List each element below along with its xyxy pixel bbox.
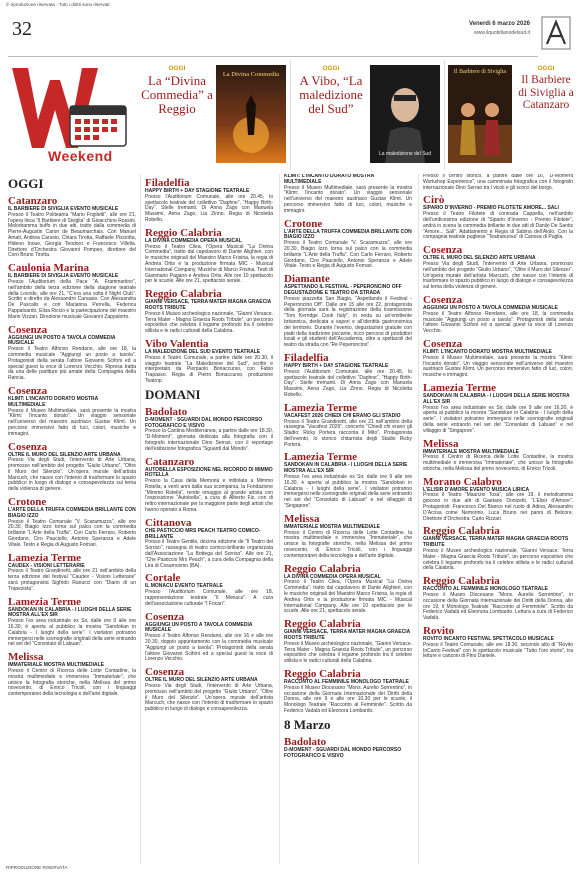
- city-heading: Morano Calabro: [423, 475, 502, 488]
- event-title: OLTRE IL MURO DEL SILENZIO ARTE URBANA: [145, 677, 258, 684]
- city-heading: Cosenza: [8, 323, 48, 336]
- event-description: Presso Via degli Studi, l’intervento di Arte Urbana, promosso nell’ambito del progetto “Giulio Urbano”, “Oltre il Muro del Silenzio”. Un’opera murale dell’artista Marcuch, che nasce con l’intento di trasformare lo spazio pubblico in luogo di dialogo e consapevolezza sul tema della violenza di genere.: [8, 457, 136, 493]
- promo-oggi-label: OGGI: [168, 65, 186, 72]
- event-description: Presso il Teatro Alfonso Rendano, alle ore 18, la commedia musicale “Aggiungi un posto a tavola”. Protagonisti della serata l’attore Giovanni Scifoni ed a special guest la voce di Lorenzo Vecchio. Ripresa tratta da una delle partiture più amate della Compagnia della Rancia.: [8, 346, 136, 382]
- page-number: 32: [12, 18, 32, 40]
- footer-note: RIPRODUZIONE RISERVATA: [6, 865, 68, 870]
- event-description: Presso il Teatro Grandinetti, alle ore 21 nell’ambito della terza edizione del festival “Caudex - Visioni Letterarie” sarà protagonista Sigfrido Ranucci con “Diario di un Trapezista”.: [8, 568, 136, 592]
- event-description: Presso il Museo Multimediale, sarà presente la mostra “Klimt: l’incanto dorato”. Un viaggio sensoriale nell’universo del maestro austriaco Gustav Klimt. Un percorso immersivo fatto di luci, colori, musiche e immagini.: [423, 354, 573, 379]
- city-heading: Vibo Valentia: [145, 337, 209, 350]
- city-heading: Cosenza: [145, 610, 185, 623]
- event-description: Presso l’ex area industriale ex Sir, dalle ore 9 alle ore 16.30, è aperta al pubblico la mostra “Sandokan in Calabria - I luoghi della serie”. I visitatori potranno immergersi nelle scenografie originali della serie entrando nel set del “Consolato di Labuan” e nel villaggio di “Singapore”.: [284, 474, 412, 510]
- promo-divider: [444, 60, 445, 170]
- promo-divina-commedia[interactable]: [140, 61, 288, 169]
- city-heading: Lamezia Terme: [284, 451, 358, 464]
- city-heading: Lamezia Terme: [8, 551, 82, 564]
- site-link[interactable]: www.ilquotidianodelsud.it: [474, 30, 530, 36]
- event-title: RACCONTO AL FEMMINILE MONOLOGO TEATRALE: [423, 586, 548, 593]
- event-description: Presso il Centro di Ricerca delle Lotte Contadine, la mostra multimediale e immersiva “Immateriale”, che unisce la fotografia storiche, nella Melissa del primo novecento, di Enrico Tricoli, con i linguaggi contemporanei della tecnologia e dell’arte digitale.: [8, 668, 136, 698]
- city-heading: Reggio Calabria: [423, 575, 500, 588]
- event-description: Presso Via degli Studi, l’intervento di Arte Urbana, promosso nell’ambito del progetto “Giulio Urbano”, “Oltre il Muro del Silenzio”. Un’opera murale dell’artista Marcuch, che nasce con l’intento di trasformare lo spazio pubblico in luogo di dialogo e consapevolezza.: [145, 683, 273, 713]
- event-description: Presso il Centro di Ricerca delle Lotte Contadine, la mostra multimediale e immersiva “Immateriale”, che unisce la fotografie storiche, nella Melissa del primo novecento, di Enrico Tricoli.: [423, 454, 573, 472]
- event-title: AGGIUNGI UN POSTO A TAVOLA COMMEDIA MUSICALE: [145, 621, 253, 634]
- city-heading: Cosenza: [423, 293, 463, 306]
- event-title: GIANNI VERSACE, TERRA MATER MAGNA GRAECIA ROOTS TRIBUTE: [145, 299, 272, 311]
- event-title: AUTOBELLA ESPOSIZIONE NEL RICORDO DI MIMMO ROTELLA: [145, 466, 273, 479]
- event-description: Presso il Centro di Ricerca delle Lotte Contadine, la mostra multimediale e immersiva “Immateriale”, che unisce la fotografie storiche, nella Melissa del primo novecento, di Enrico Tricoli, con i linguaggi contemporanei della tecnologia e dell’arte digitale.: [284, 529, 412, 559]
- city-heading: Badolato: [284, 735, 327, 748]
- event-description: Presso il Museo archeologico nazionale, “Gianni Versace. Terra Mater - Magna Graecia Roots Tribute”, un percorso espositivo che celebra il legame profondo tra il celebre stilista e le radici culturali della Calabria.: [423, 548, 573, 572]
- header-rule: [8, 56, 538, 57]
- event-title: IL BARBIERE DI SIVIGLIA EVENTO MUSICALE: [8, 206, 119, 212]
- promo-image: [216, 65, 286, 163]
- event-description: Presso il Teatro Comunale “V. Scaramuzza”, alle ore 20.30, Biagio Izzo torna sul palco con la commedia brillante “L’Arte della Truffa”. Con Carlo Ferraro, Roberto Giordano, Ciro Pauciello, Antonio Speranza e Adele Vitale. Testo e Regia di Augusto Fornari.: [284, 240, 412, 270]
- promo-image-caption: Il Barbiere di Siviglia: [453, 69, 507, 75]
- day-heading: DOMANI: [145, 386, 201, 402]
- column-divider: [279, 174, 280, 864]
- listings-column-4: [423, 174, 573, 864]
- event-title: ROVITO INCANTO FESTIVAL SPETTACOLO MUSICALE: [423, 636, 554, 643]
- event-title: L’ARTE DELLA TRUFFA COMMEDIA BRILLANTE CON BIAGIO IZZO: [284, 228, 412, 241]
- event-title: L’ELISIR D’AMORE EVENTO MUSICA LIRICA: [423, 486, 530, 493]
- promo-oggi-label: OGGI: [537, 65, 555, 72]
- event-description: Presso la Casa della Memoria e intitolata a Mimmo Rotella, a venti anni dalla sua scomparsa, la Fondazione “Mimmo Rotella”, rende omaggio al grande artista con l’esposizione “Autobella”, a cura di Alberto Fiz, con di rettro internazionale per la maggiore parte degli artisti che hanno operato a Roma.: [145, 478, 273, 514]
- promo-image: [370, 65, 440, 163]
- event-title: KLIMT: L’INCANTO DORATO MOSTRA MULTIMEDIALE: [8, 395, 99, 408]
- city-heading: Cirò: [423, 194, 445, 207]
- listings-column-2: [145, 174, 273, 864]
- event-description: Presso il Teatro Comunale “V. Scaramuzza”, alle ore 20.30, Biagio Izzo torna sul palco con la commedia brillante “L’Arte della Truffa”. Con Carlo Ferraro, Roberto Giordano, Ciro Pauciello, Antonio Speranza e Adele Vitale. Testo e Regia di Augusto Fornari.: [8, 518, 136, 548]
- event-description: Presso il centro storico, a partire dalle ore 16, “D-Moment Workshop Experience”, una camminata fotografica con il fotografo internazionale Dino Serrao tra i vicoli e gli scorci del borgo.: [423, 174, 573, 191]
- newspaper-logo: [541, 16, 571, 50]
- promo-title: Il Barbiere di Siviglia a Catanzaro: [518, 74, 574, 111]
- event-title: HAPPY BIRTH + DAY STAGIONE TEATRALE: [284, 362, 389, 369]
- city-heading: Cosenza: [145, 666, 185, 679]
- event-title: ASPETTANDO IL FESTIVAL - PEPERONCINO OFF DEGUSTAZIONE E TEATRO DA STRADA: [284, 284, 402, 296]
- city-heading: Reggio Calabria: [284, 618, 361, 631]
- event-title: HAPPY BIRTH + DAY STAGIONE TEATRALE: [145, 188, 250, 194]
- event-description: Presso il Teatro Alfonso Rendano, alle ore 18, la commedia musicale “Aggiungi un posto a tavola”. Protagonisti della serata l’attore Giovanni Scifoni ed a special guest la voce di Lorenzo Vecchio.: [423, 310, 573, 335]
- event-description: Presso l’Auditorium Comunale, alle ore 18, rappresentazione teatrale “Il Monacu”. A cura dell’associazione culturale “I Focari”.: [145, 589, 273, 607]
- event-title: LA DIVINA COMMEDIA OPERA MUSICAL: [145, 237, 242, 244]
- event-title: AGGIUNGI UN POSTO A TAVOLA COMMEDIA MUSICALE: [8, 334, 116, 347]
- event-title: KLIMT: L’INCANTO DORATO MOSTRA MULTIMEDIALE: [284, 174, 375, 185]
- city-heading: Catanzaro: [8, 195, 58, 207]
- event-description: Presso il Museo Diocesano “Mons. Aurelio Sorrentino”, in occasione della Giornata Internazionale dei Diritti della Donna, alle ore 19, il Monologo Teatrale “Racconto al Femminile”. Scritto da Federico Vadalà ed Eleonora Lombardo. Lettura a cura di Federico Vadalà.: [423, 592, 573, 622]
- event-description: Presso il Teatro Filotete di contrada Cappella, nell’ambito dell’undicesima edizione di “Sipario d’Inverno - Premio Filotete”, andrà in scena la commedia brillante in due atti di Danilo De Santis “Amore... Sali”. Adattamento e Regia di Sabina dell’Aiolo. Con la compagnia teatrale pugliese “Teatranuova” di Canosa di Puglia.: [423, 211, 573, 241]
- event-title: OLTRE IL MURO DEL SILENZIO ARTE URBANA: [8, 451, 121, 458]
- listings-column-3: [284, 174, 412, 864]
- city-heading: Melissa: [284, 512, 320, 525]
- city-heading: Filadelfia: [145, 177, 190, 189]
- promo-oggi-label: OGGI: [322, 65, 340, 72]
- city-heading: Cosenza: [423, 244, 463, 257]
- city-heading: Reggio Calabria: [423, 525, 500, 538]
- event-title: CHE PASTICCIO MRS PEACH TEATRO COMICO-BRILLANTE: [145, 527, 261, 540]
- city-heading: Melissa: [8, 651, 44, 664]
- event-description: Presso l’Auditorium della Pace “A. Frammartino”, nell’ambito della terza edizione della stagione teatrale della Locride, alle ore 21, “C’era una volta il Night Club”. Scritto e diretto da Alessandro Carvasio. Con Alessandra De Pascalis e con Marianna Perrella, Federica Pappaloardo, Elisa Riccio e la partecipazione del maestro Mario Vizzari. Direzione musicale Giovanni Zappalorto.: [8, 278, 136, 320]
- event-description: Presso la Cantina Mediterranea, a partire dalle ore 18.30, “D-Moment”, giornata dedicata alla fotografia con il fotografo internazionale Dino Serrao, con il reportage dell’esibizione fotografica “Sguardi dal Mondo”.: [145, 428, 273, 452]
- event-title: VACAFEST 2026 CHIEDI CHI ERANO GLI STADIO: [284, 412, 401, 419]
- city-heading: Badolato: [145, 405, 188, 418]
- event-title: IMMATERIALE MOSTRA MULTIMEDIALE: [8, 662, 105, 669]
- city-heading: Lamezia Terme: [8, 595, 82, 608]
- city-heading: Cittanova: [145, 516, 192, 529]
- promo-image-caption: La Divina Commedia: [222, 71, 280, 78]
- event-title: SANDOKAN IN CALABRIA - I LUOGHI DELLA SERIE MOSTRA ALL’EX SIR: [8, 606, 132, 619]
- event-description: Presso l’Auditorium Comunale, alle ore 20.45, lo spettacolo teatrale del collettivo “Daphne”, “Happy Birth-Day”. Stelle tremanti. Di Anna Zago con Manuela Massimi, Anna Zago, Lia Zinno. Regia di Nicoletta Robello.: [284, 368, 412, 398]
- city-heading: Filadelfia: [284, 351, 329, 364]
- brand-text: Weekend: [48, 148, 113, 164]
- event-description: Presso il Teatro “Maurizio Tosa”, alle ore 19, il melodramma giocoso in due atti di Gaetano Donizetti, “L’Elisir d’Amore”. Protagonisti: Francesco Del Bianco nel ruolo di Adina, Alessandro D’Acrisa come Nemorino, Luca Bruno nei panni di Belcore. Direttore d’Orchestra: Carlo Rizzari.: [423, 492, 573, 522]
- event-title: IMMATERIALE MOSTRA MULTIMEDIALE: [284, 523, 381, 530]
- event-title: L’ARTE DELLA TRUFFA COMMEDIA BRILLANTE CON BIAGIO IZZO: [8, 507, 136, 519]
- event-title: D-MOMENT - SGUARDI DAL MONDO PERCORSO FOTOGRAFICO E VISIVO: [284, 746, 402, 759]
- column-divider: [140, 174, 141, 864]
- city-heading: Reggio Calabria: [284, 668, 361, 680]
- event-title: GIANNI VERSACE, TERRA MATER MAGNA GRAECIA ROOTS TRIBUTE: [284, 629, 411, 642]
- column-divider: [418, 174, 419, 864]
- event-title: D-MOMENT - SGUARDI DAL MONDO PERCORSO FOTOGRAFICO E VISIVO: [145, 416, 263, 429]
- event-description: Presso il Museo Diocesano “Mons. Aurelio Sorrentino”, in occasione della Giornata Internazionale dei Diritti della Donna, alle ore 9 e alle ore 10.30 per le scuole, il Monologo Teatrale “Racconto al Femminile”. Scritto da Federico Vadalà ed Eleonora Lombardo.: [284, 684, 412, 714]
- event-description: Presso il Teatro Politeama “Mario Foglietti”, alle ore 21, l’opera lirica “Il Barbiere di Siviglia” di Gioacchino Rossini. Melodramma buffo in due atti, tratto dalla commedia di Pierre-Augustin Caron de Beaumarchais. Con Manuel Amati, Andrea Carusio, Chiara Tirotta, Raffaele Pisciotta, Hideon Inoue, Giorgia Teodoro e Francesco Villella. Direttore d’Orchestra Giovanni Pompeo, direttore del Coro Bruno Tirotta.: [8, 211, 136, 259]
- event-description: Presso il Museo archeologico nazionale, “Gianni Versace. Terra Mater - Magna Graecia Roots Tribute”, un percorso espositivo che celebra il legame profondo tra il celebre stilista e le radici culturali della Calabria.: [145, 310, 273, 335]
- city-heading: Cosenza: [423, 337, 463, 350]
- event-title: RACCONTO AL FEMMINILE MONOLOGO TEATRALE: [284, 679, 409, 685]
- event-title: AGGIUNGI UN POSTO A TAVOLA COMMEDIA MUSICALE: [423, 304, 558, 311]
- event-description: Presso Via degli Studi, l’intervento di Arte Urbana, promosso nell’ambito del progetto “Giulio Urbano”, “Oltre il Muro del Silenzio”. Un’opera murale dell’artista Marcuch, che nasce con l’intento di trasformare lo spazio pubblico in luogo di dialogo e consapevolezza sul tema della violenza di genere.: [423, 260, 573, 291]
- event-title: CAUDEX - VISIONI LETTERARIE: [8, 562, 85, 569]
- event-title: GIANNI VERSACE, TERRA MATER MAGNA GRAECIA ROOTS TRIBUTE: [423, 536, 569, 549]
- city-heading: Catanzaro: [145, 455, 195, 468]
- promo-title: La “Divina Commedia” a Reggio: [141, 73, 213, 116]
- issue-date: Venerdì 6 marzo 2026: [468, 21, 530, 27]
- city-heading: Crotone: [284, 217, 323, 230]
- copyright-note: © riproduzione riservata - Tutti i diritti sono riservati: [6, 2, 110, 7]
- event-description: Presso il Museo Multimediale, sarà presente la mostra “Klimt: l’incanto dorato”. Un viaggio sensoriale nell’universo del maestro austriaco Gustav Klimt. Un percorso immersivo fatto di luci, colori, musiche e immagini.: [8, 407, 136, 437]
- event-description: Presso il Teatro Cilea, l’Opera Musical “La Divina Commedia”, tratto dal capolavoro di Dante Alighieri, con le musiche originali del Maestro Marco Frisina, la regia di Andrea Ortis e la produzione firmata MIC - Musical International Company. Musiche di Marco Frisina. Testi di Gianmario Pagano e Andrea Ortis. Alle ore 10 spettacolo per le scuole. Alle ore 21, spettacolo serale.: [145, 243, 273, 285]
- event-description: Presso il Teatro Comunale, a partire dalle ore 20.30, il viaggio teatrale “La Maledizione del Sud”, scritto e interpretato da Pierpaolo Bonaccurso, con Fabio Trapasso. Regia di Pietro Bonaccurso, produzione Teatrop.: [145, 354, 273, 384]
- event-title: OLTRE IL MURO DEL SILENZIO ARTE URBANA: [423, 255, 536, 262]
- listings-column-1: [8, 174, 136, 864]
- promo-image-caption: La maledizione del Sud: [379, 151, 431, 157]
- event-description: Presso il Teatro Comunale, alle ore 18.30, secondo atto di “Rovito InCanto Festival” con lo spettacolo musicale “Tutto l’oro storto”, tra letture e canzoni di Pino Daniele.: [423, 641, 573, 660]
- event-description: Presso il Teatro Grandinetti, alle ore 21 nell’ambito della rassegna “Vacafest 2026”, concerto “Chiedi chi erano gli Stadio: Ricky Portera racconta il Mito”. Protagonista dell’evento, lo storico chitarrista degli Stadio Ricky Portera.: [284, 418, 412, 448]
- event-description: Presso il Teatro Cilea, l’Opera Musical “La Divina Commedia”, tratto dal capolavoro di Dante Alighieri, con le musiche originali del Maestro Marco Frisina, la regia di Andrea Ortis e la produzione firmata MIC - Musical International Company. Alle ore 10 spettacolo per le scuole. Alle ore 21, spettacolo serale.: [284, 579, 412, 615]
- city-heading: Reggio Calabria: [284, 562, 361, 575]
- event-description: Presso piazzetta San Biagio, “Aspettando il Festival - Peperoncino Off”. Dalle ore 15 alle ore 22, protagonista della giornata sarà la registrazione della trasmissione “Tom Kerridge Cook Italy”, in onda su un’emittente britannica, dedicata a saperi e all’identità gastronomica del territorio. Durante l’evento, degustazioni gratuite con piatti della tradizione piccante, ricco percorsi di produttori locali e gli studenti dell’Accademia, oltre a spettacoli del teatro da strada con “Re Peperoncino”.: [284, 295, 412, 349]
- promo-image: [448, 65, 512, 163]
- event-title: IL BARBIERE DI SIVIGLIA EVENTO MUSICALE: [8, 273, 119, 280]
- city-heading: Lamezia Terme: [284, 401, 358, 414]
- city-heading: Rovito: [423, 625, 455, 638]
- promo-barbiere-siviglia[interactable]: [448, 61, 576, 169]
- event-title: LA DIVINA COMMEDIA OPERA MUSICAL: [284, 573, 381, 580]
- city-heading: Melissa: [423, 437, 459, 450]
- city-heading: Lamezia Terme: [423, 381, 497, 394]
- city-heading: Cosenza: [8, 384, 48, 397]
- day-heading: 8 Marzo: [284, 716, 331, 732]
- event-title: SANDOKAN IN CALABRIA - I LUOGHI DELLA SERIE MOSTRA ALL’EX SIR: [423, 392, 570, 405]
- event-description: Presso l’Auditorium Comunale, alle ore 20.45, lo spettacolo teatrale del collettivo “Daphne”, “Happy Birth-Day”. Stelle tremanti. Di Anna Zago con Manuela Massimi, Anna Zago, Lia Zinno. Regia di Nicoletta Robello.: [145, 193, 273, 223]
- event-title: LA MALEDIZIONE DEL SUD EVENTO TEATRALE: [145, 348, 261, 355]
- calendar-icon: [70, 106, 126, 146]
- weekend-brand-logo: [8, 60, 134, 176]
- city-heading: Diamante: [284, 273, 330, 286]
- event-description: Presso l’ex area industriale ex Sir, dalle ore 9 alle ore 16.30, è aperta al pubblico la mostra “Sandokan in Calabria - I luoghi della serie”. I visitatori potranno immergersi nelle scenografie originali della serie entrando nel set del “Consolato di Labuan” e nel villaggio di “Singapore”.: [423, 404, 573, 434]
- promo-maledizione-sud[interactable]: [294, 61, 442, 169]
- city-heading: Cosenza: [8, 440, 48, 453]
- event-description: Presso il Teatro Alfonso Rendano, alle ore 16 e alle ore 20.30, doppio appuntamento con la commedia musicale “Aggiungi un posto a tavola”. Protagonisti della serata l’attore Giovanni Scifoni ed a special guest la voce di Lorenzo Vecchio.: [145, 633, 273, 663]
- event-description: Presso il Museo Multimediale, sarà presente la mostra “Klimt: l’incanto dorato”. Un viaggio sensoriale nell’universo del maestro austriaco Gustav Klimt. Un percorso immersivo fatto di luci, colori, musiche e immagini.: [284, 184, 412, 214]
- city-heading: Cortale: [145, 572, 181, 585]
- day-heading: OGGI: [8, 176, 44, 191]
- page-header: [0, 12, 580, 54]
- event-description: Presso il Teatro Gentile, decima edizione de “Il Teatro del Sorriso”, rassegna di teatro comico-brillante organizzata dall’Associazione “La Bottega del Sorriso”. Alle ore 21, “Che Pasticcio Mrs Peach”, a cura della Compagnia della Lira di Cosamosmo (BA).: [145, 539, 273, 569]
- promo-divider: [290, 60, 291, 170]
- city-heading: Reggio Calabria: [145, 288, 222, 301]
- event-description: Presso l’ex area industriale ex Sir, dalle ore 9 alle ore 16.30, è aperta al pubblico la mostra “Sandokan in Calabria - I luoghi della serie”. I visitatori potranno immergersi nelle scenografie originali della serie entrando nel set del “Consolato di Labuan”.: [8, 618, 136, 648]
- event-description: Presso il Museo archeologico nazionale, “Gianni Versace. Terra Mater - Magna Graecia Roots Tribute”, un percorso espositivo che celebra il legame profondo tra il celebre stilista e le radici culturali della Calabria.: [284, 640, 412, 665]
- event-title: SANDOKAN IN CALABRIA - I LUOGHI DELLA SERIE MOSTRA ALL’EX SIR: [284, 462, 408, 475]
- city-heading: Reggio Calabria: [145, 226, 222, 239]
- city-heading: Caulonia Marina: [8, 262, 89, 275]
- promo-title: A Vibo, “La maledizione del Sud”: [299, 73, 363, 116]
- event-title: IMMATERIALE MOSTRA MULTIMEDIALE: [423, 448, 520, 455]
- event-title: KLIMT: L’INCANTO DORATO MOSTRA MULTIMEDIALE: [423, 348, 552, 355]
- event-title: SIPARIO D’INVERNO - PREMIO FILOTETE AMORE... SALI: [423, 205, 559, 212]
- event-title: IL MONACU EVENTO TEATRALE: [145, 583, 223, 590]
- city-heading: Crotone: [8, 496, 47, 509]
